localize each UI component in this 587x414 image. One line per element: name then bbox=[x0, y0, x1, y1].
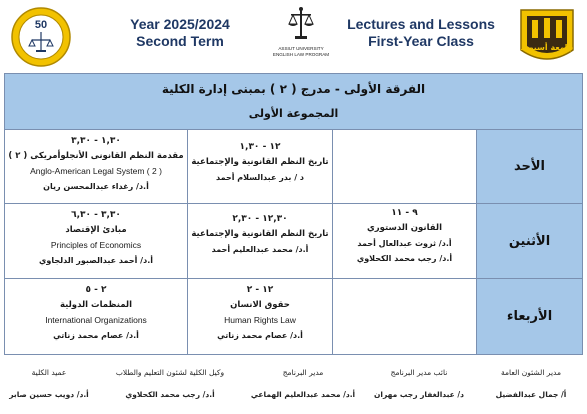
course-name: مقدمة النظم القانونى الأنجلوأمريكى ( ٢ ) bbox=[8, 151, 184, 161]
lecture-time: ١٢ - ١,٣٠ bbox=[239, 142, 281, 152]
signature-vice-dean bbox=[100, 362, 240, 406]
professor-name: د / بدر عبدالسلام أحمد bbox=[215, 173, 305, 182]
lectures-class-block bbox=[346, 16, 496, 50]
signature-deputy-director bbox=[364, 362, 474, 406]
page-header bbox=[0, 0, 587, 72]
course-name: تاريخ النظم القانونية والإجتماعية bbox=[191, 229, 329, 239]
course-name: حقوق الانسان bbox=[230, 300, 290, 310]
class-label: First-Year Class bbox=[368, 33, 474, 49]
course-name: القانون الدستوري bbox=[366, 223, 442, 233]
signature-title: وكيل الكلية لشئون التعليم والطلاب bbox=[115, 368, 225, 377]
schedule-table bbox=[4, 73, 583, 355]
law-program-logo bbox=[271, 6, 331, 57]
signature-dean bbox=[0, 362, 98, 406]
professor-name: أ.د/ ثروت عبدالعال أحمد bbox=[357, 239, 452, 248]
academic-year: Year 2025/2024 bbox=[130, 16, 230, 32]
law-caption-2: ENGLISH LAW PROGRAM bbox=[272, 51, 330, 57]
lecture-cell bbox=[332, 204, 476, 278]
professor-name: أ.د/ عصام محمد زناتي bbox=[217, 331, 303, 340]
course-name: المنظمات الدولية bbox=[59, 300, 133, 310]
professor-name: أ.د/ رغداء عبدالمحسن ريان bbox=[43, 182, 149, 191]
course-name-english: International Organizations bbox=[45, 315, 147, 325]
empty-cell bbox=[332, 130, 476, 203]
day-label: الأحد bbox=[476, 130, 582, 203]
signature-name: أ.د/ رجب محمد الكحلاوي bbox=[125, 390, 215, 399]
term-label: Second Term bbox=[136, 33, 224, 49]
signature-program-director bbox=[244, 362, 362, 406]
group-label: المجموعة الأولى bbox=[248, 107, 339, 120]
professor-name: أ.د/ أحمد عبدالصبور الدلجاوي bbox=[39, 256, 153, 265]
lecture-time: ٩ - ١١ bbox=[391, 208, 418, 218]
scales-of-justice-icon bbox=[286, 6, 316, 42]
professor-name: أ.د/ محمد عبدالعليم أحمد bbox=[211, 245, 309, 254]
lecture-cell bbox=[187, 279, 332, 354]
lecture-time: ٣,٣٠ - ٦,٣٠ bbox=[71, 210, 121, 220]
table-row bbox=[5, 130, 582, 204]
lecture-cell bbox=[187, 204, 332, 278]
course-name-english: Principles of Economics bbox=[50, 240, 142, 250]
lecture-time: ١,٣٠ - ٣,٣٠ bbox=[71, 136, 121, 146]
svg-text:50: 50 bbox=[34, 19, 48, 31]
course-name: مبادئ الإقتصاد bbox=[65, 225, 127, 235]
schedule-title-bar bbox=[5, 74, 582, 130]
lectures-title: Lectures and Lessons bbox=[347, 16, 495, 32]
signature-name: أ.د/ محمد عبدالعليم الهماعي bbox=[250, 390, 356, 399]
lecture-cell bbox=[187, 130, 332, 203]
svg-text:جامعة أسيوط: جامعة أسيوط bbox=[520, 43, 574, 52]
course-name-english: Anglo-American Legal System ( 2 ) bbox=[30, 166, 162, 176]
signature-title: نائب مدير البرنامج bbox=[390, 368, 448, 377]
day-label: الأربعاء bbox=[476, 279, 582, 354]
signature-name: د/ عبدالغفار رجب مهران bbox=[374, 390, 464, 399]
signature-name: أ.د/ دويب حسين صابر bbox=[9, 390, 89, 399]
signatures-row bbox=[0, 362, 587, 414]
table-row bbox=[5, 279, 582, 354]
signature-name: أ/ جمال عبدالفضيل bbox=[495, 390, 567, 399]
signature-title: مدير الشئون العامة bbox=[501, 368, 561, 377]
signature-title: مدير البرنامج bbox=[282, 368, 324, 377]
assiut-university-logo bbox=[517, 6, 577, 72]
course-name-english: Human Rights Law bbox=[224, 315, 296, 325]
schedule-title: الفرقة الأولى - مدرج ( ٢ ) بمبنى إدارة الكلية bbox=[161, 82, 426, 96]
signature-title: عميد الكلية bbox=[31, 368, 67, 377]
faculty-anniversary-logo bbox=[10, 6, 72, 72]
professor-name: أ.د/ عصام محمد زناتي bbox=[53, 331, 139, 340]
course-name: تاريخ النظم القانونية والإجتماعية bbox=[191, 157, 329, 167]
table-row bbox=[5, 204, 582, 279]
lecture-cell bbox=[5, 130, 187, 203]
law-caption-1: ASSIUT UNIVERSITY bbox=[278, 46, 324, 51]
year-term-block bbox=[120, 16, 240, 50]
lecture-cell bbox=[5, 279, 187, 354]
lecture-time: ١٢,٣٠ - ٢,٣٠ bbox=[232, 214, 288, 224]
empty-cell bbox=[332, 279, 476, 354]
signature-public-affairs bbox=[478, 362, 584, 406]
lecture-time: ٢ - ٥ bbox=[85, 285, 107, 295]
day-label: الأثنين bbox=[476, 204, 582, 278]
lecture-cell bbox=[5, 204, 187, 278]
professor-name-2: أ.د/ رجب محمد الكحلاوي bbox=[356, 254, 453, 263]
lecture-time: ١٢ - ٢ bbox=[246, 285, 274, 295]
